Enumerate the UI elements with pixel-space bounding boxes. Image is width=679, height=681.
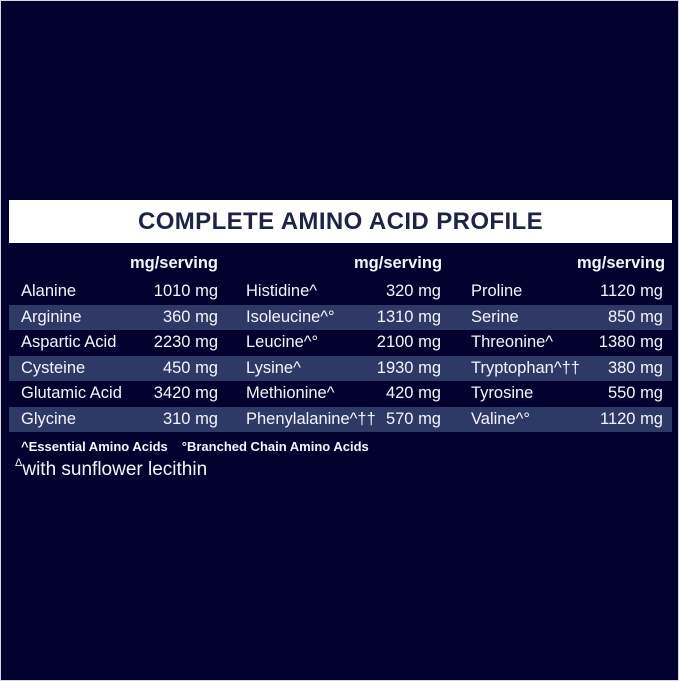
footnote-symbols-line xyxy=(21,439,369,454)
amino-value-cell: 1120 mg xyxy=(600,409,663,428)
amino-name-cell: Proline xyxy=(471,282,523,301)
amino-name-cell: Lysine^ xyxy=(246,358,301,377)
table-row xyxy=(9,356,672,382)
table-row xyxy=(9,407,672,433)
amino-name-cell: Valine^° xyxy=(471,409,530,428)
amino-value-cell: 570 mg xyxy=(385,409,441,428)
amino-name-cell: Glycine xyxy=(21,409,77,428)
amino-value-cell: 1120 mg xyxy=(600,282,663,301)
amino-value-cell: 850 mg xyxy=(607,307,663,326)
table-row xyxy=(9,305,672,331)
amino-value-cell: 320 mg xyxy=(385,282,441,301)
amino-value-cell: 1010 mg xyxy=(153,282,218,301)
amino-name-cell: Glutamic Acid xyxy=(21,384,122,403)
amino-name-cell: Threonine^ xyxy=(471,333,554,352)
amino-value-cell: 1380 mg xyxy=(598,333,663,352)
table-row xyxy=(9,279,672,305)
unit-header-col2: mg/serving xyxy=(354,253,443,272)
table-row xyxy=(9,330,672,356)
amino-name-cell: Arginine xyxy=(21,307,82,326)
footnote-essential: ^Essential Amino Acids xyxy=(21,439,168,454)
amino-value-cell: 3420 mg xyxy=(153,384,218,403)
page-title: COMPLETE AMINO ACID PROFILE xyxy=(137,207,544,235)
amino-name-cell: Isoleucine^° xyxy=(246,307,335,326)
amino-value-cell: 380 mg xyxy=(607,358,663,377)
amino-value-cell: 420 mg xyxy=(385,384,441,403)
amino-name-cell: Leucine^° xyxy=(246,333,319,352)
amino-name-cell: Phenylalanine^†† xyxy=(246,409,376,428)
footnote-lecithin xyxy=(15,457,207,481)
amino-name-cell: Serine xyxy=(471,307,519,326)
amino-value-cell: 450 mg xyxy=(162,358,218,377)
amino-name-cell: Cysteine xyxy=(21,358,86,377)
amino-name-cell: Histidine^ xyxy=(246,282,318,301)
amino-value-cell: 550 mg xyxy=(607,384,663,403)
amino-value-cell: 360 mg xyxy=(162,307,218,326)
table-header-row xyxy=(9,247,672,279)
amino-value-cell: 1930 mg xyxy=(376,358,441,377)
amino-name-cell: Methionine^ xyxy=(246,384,335,403)
unit-header-col3: mg/serving xyxy=(577,253,666,272)
amino-name-cell: Tryptophan^†† xyxy=(471,358,580,377)
amino-value-cell: 310 mg xyxy=(162,409,218,428)
lecithin-superscript: Δ xyxy=(15,457,23,469)
amino-acid-table xyxy=(9,247,672,432)
amino-name-cell: Alanine xyxy=(21,282,77,301)
lecithin-text: with sunflower lecithin xyxy=(22,459,208,480)
amino-value-cell: 1310 mg xyxy=(376,307,441,326)
title-banner xyxy=(9,200,672,243)
amino-value-cell: 2230 mg xyxy=(153,333,218,352)
unit-header-col1: mg/serving xyxy=(129,253,218,272)
footnote-branched: °Branched Chain Amino Acids xyxy=(181,439,369,454)
amino-name-cell: Aspartic Acid xyxy=(21,333,117,352)
amino-name-cell: Tyrosine xyxy=(471,384,534,403)
table-row xyxy=(9,381,672,407)
amino-value-cell: 2100 mg xyxy=(376,333,441,352)
